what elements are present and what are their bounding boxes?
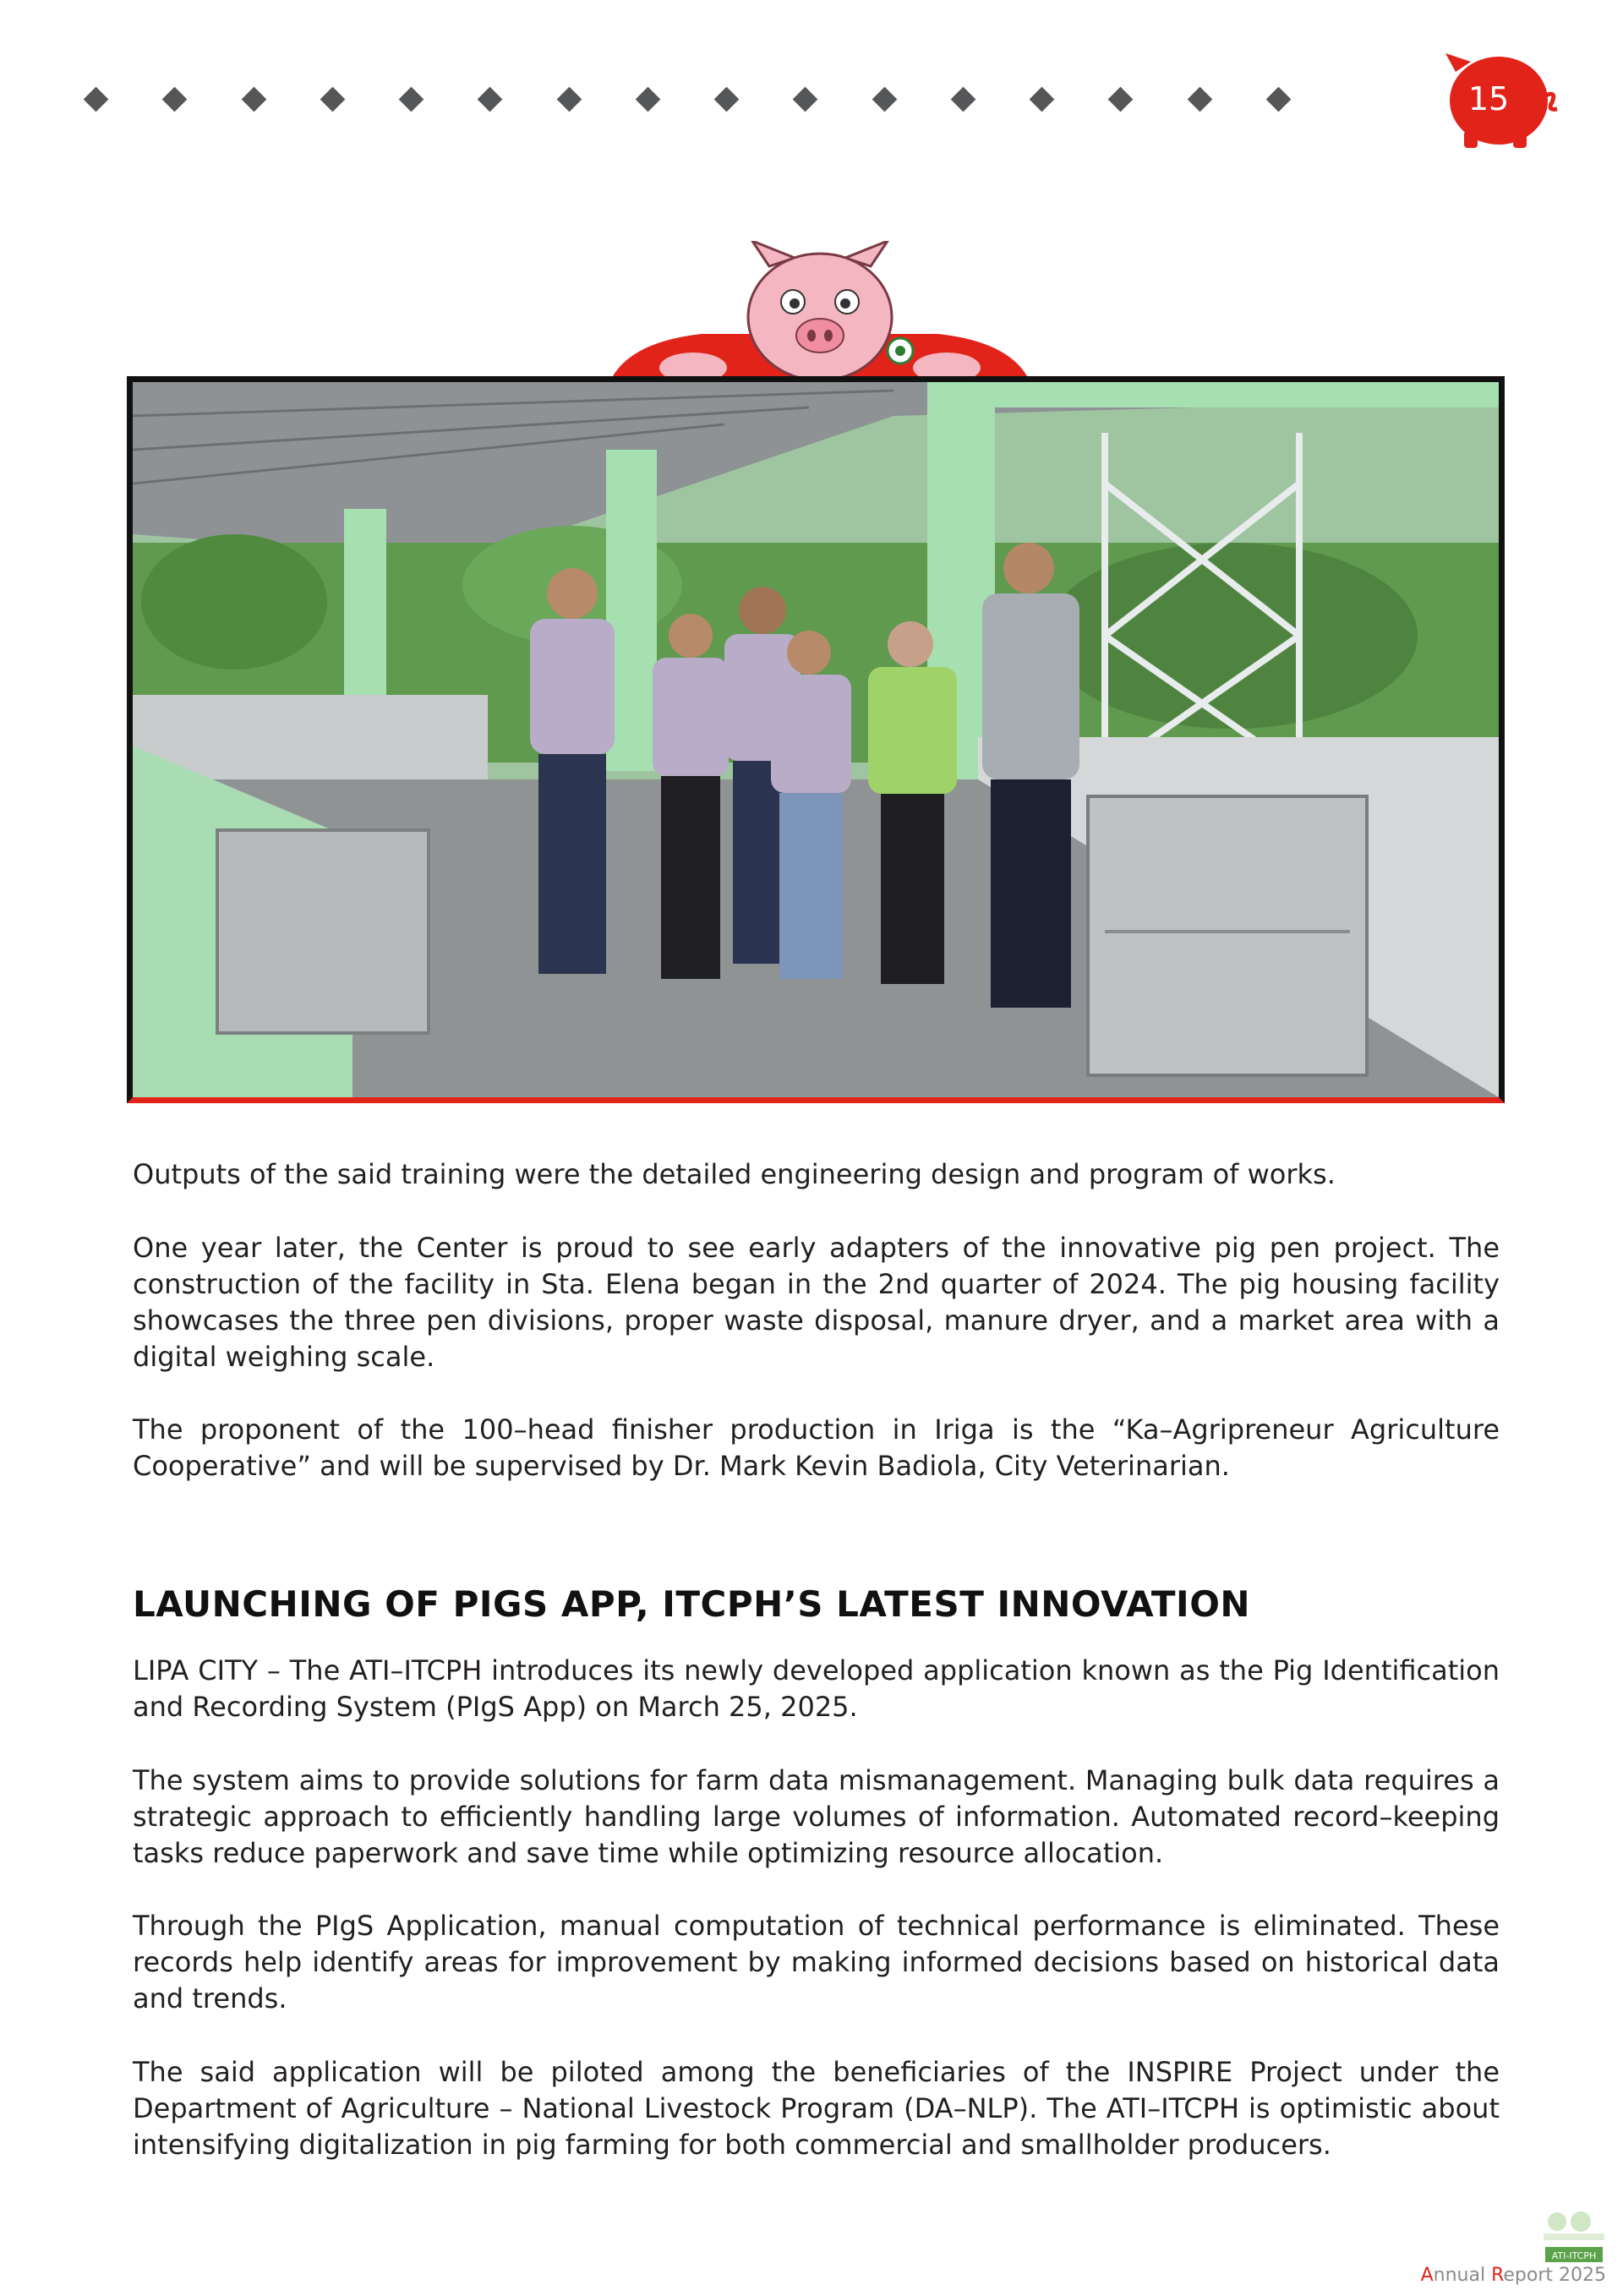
footer-letter-a: A <box>1420 2265 1434 2286</box>
header-diamond-row <box>87 86 1287 112</box>
diamond-ornament <box>951 86 976 112</box>
page-number: 15 <box>1467 80 1510 118</box>
diamond-ornament <box>478 86 503 112</box>
diamond-ornament <box>636 86 661 112</box>
diamond-ornament <box>320 86 345 112</box>
footer-annual-report <box>1403 2264 1606 2288</box>
diamond-ornament <box>1187 86 1212 112</box>
pig-mascot-icon <box>600 241 1040 385</box>
diamond-ornament <box>399 86 424 112</box>
paragraph: One year later, the Center is proud to see early adapters of the innovative pig pen project. The construction of the facility in Sta. Elena began in the 2nd quarter of 2024. The pig housing facility showcases the three pen divisions, proper waste disposal, manure dryer, and a market area with a digital weighing scale. <box>133 1232 1500 1373</box>
paragraph: The proponent of the 100–head finisher production in Iriga is the “Ka–Agripreneur Agriculture Cooperative” and will be supervised by Dr. Mark Kevin Badiola, City Veterinarian. <box>133 1413 1500 1482</box>
footer-letter-r: R <box>1491 2265 1504 2286</box>
diamond-ornament <box>714 86 740 112</box>
paragraph: Through the PIgS Application, manual computation of technical performance is eliminated. These records help identify areas for improvement by making informed decisions based on historical data and trends. <box>133 1910 1500 2014</box>
paragraph: LIPA CITY – The ATI–ITCPH introduces its newly developed application known as the Pig Identification and Recording System (PIgS App) on March 25, 2025. <box>133 1654 1500 1723</box>
paragraph: The system aims to provide solutions for farm data mismanagement. Managing bulk data requires a strategic approach to efficiently handling large volumes of information. Automated record–keeping tasks reduce paperwork and save time while optimizing resource allocation. <box>133 1764 1500 1869</box>
footer-word-report: eport 2025 <box>1503 2265 1606 2286</box>
diamond-ornament <box>872 86 897 112</box>
ati-itcph-logo-icon <box>1540 2210 1608 2266</box>
diamond-ornament <box>1108 86 1134 112</box>
diamond-ornament <box>241 86 266 112</box>
footer-word-annual: nnual <box>1433 2265 1492 2286</box>
diamond-ornament <box>556 86 582 112</box>
diamond-ornament <box>84 86 109 112</box>
paragraph: Outputs of the said training were the detailed engineering design and program of works. <box>133 1158 1336 1190</box>
diamond-ornament <box>793 86 818 112</box>
logo-text: ATI-ITCPH <box>1551 2250 1597 2261</box>
paragraph: The said application will be piloted among the beneficiaries of the INSPIRE Project under the Department of Agriculture – National Livestock Program (DA–NLP). The ATI–ITCPH is optimistic about intensifying digitalization in pig farming for both commercial and smallholder producers. <box>133 2056 1500 2161</box>
diamond-ornament <box>1030 86 1055 112</box>
diamond-ornament <box>1266 86 1292 112</box>
section-heading: LAUNCHING OF PIGS APP, ITCPH’S LATEST INNOVATION <box>133 1583 1251 1625</box>
diamond-ornament <box>162 86 188 112</box>
group-photo <box>127 376 1505 1103</box>
